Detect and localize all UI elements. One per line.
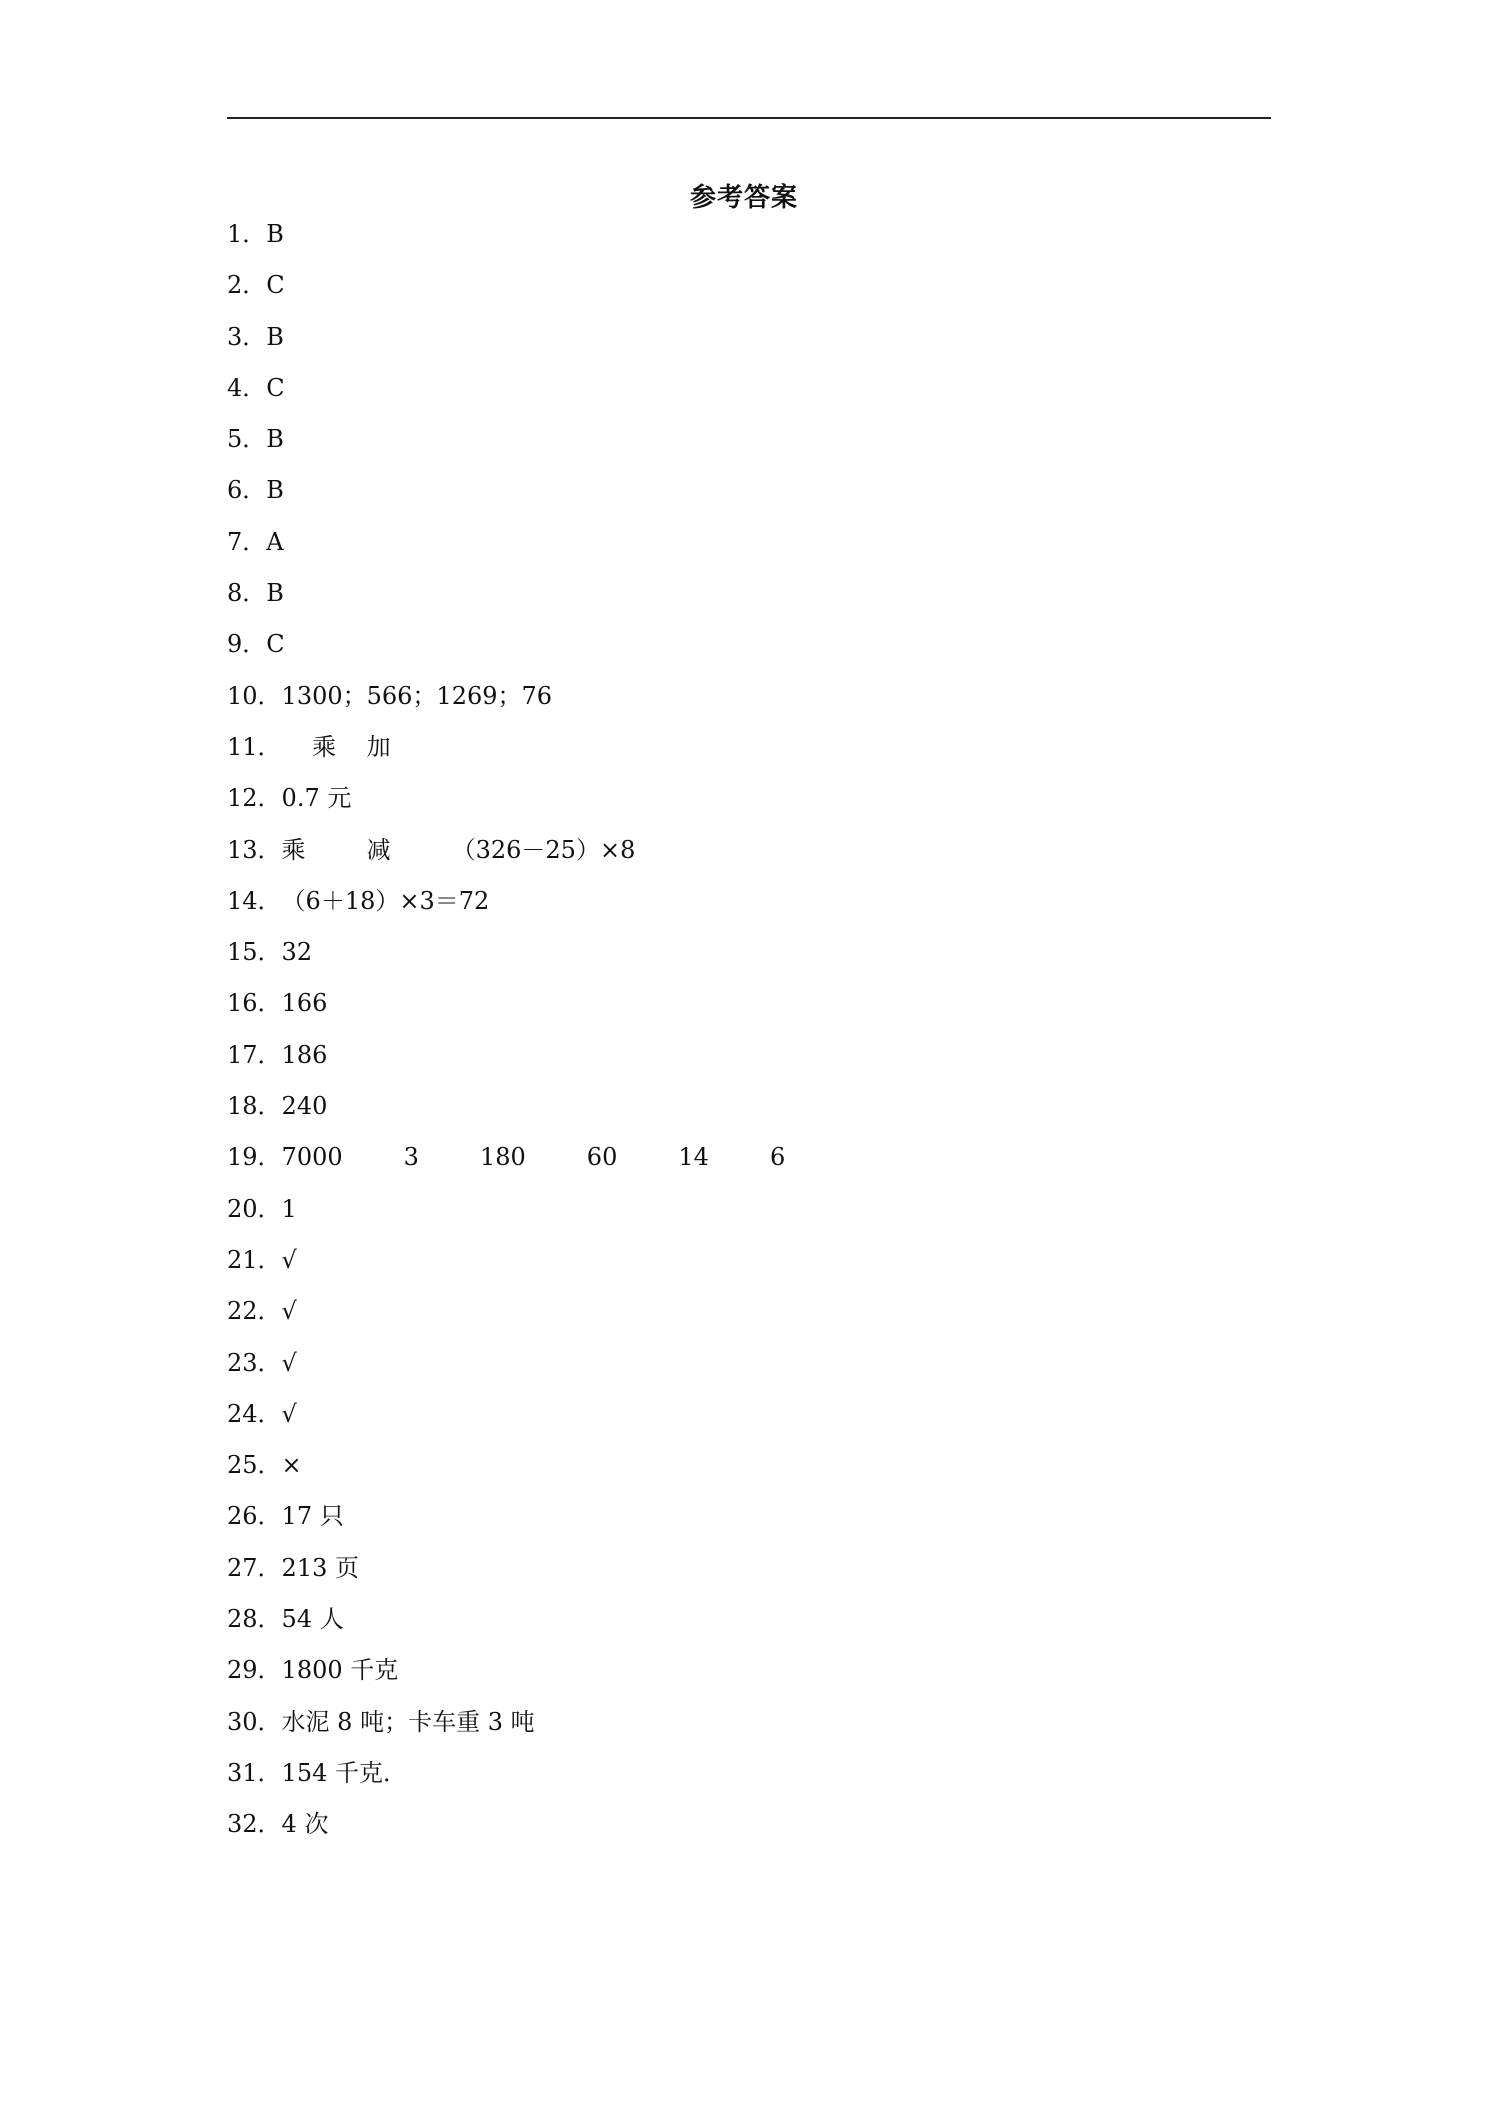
answer-list [227, 216, 785, 1858]
answer-item [227, 883, 785, 934]
answer-number: 1． [227, 220, 267, 248]
answer-text: 乘 减 （326－25）×8 [281, 835, 636, 864]
answer-text: C [266, 630, 285, 659]
answer-number: 21． [227, 1245, 282, 1274]
answer-text: C [266, 271, 285, 300]
answer-item [227, 1037, 785, 1088]
answer-text: B [266, 476, 284, 505]
answer-number: 19． [227, 1143, 282, 1172]
answer-item [227, 421, 785, 472]
answer-text: 240 [281, 1092, 328, 1121]
answer-text: 0.7 元 [281, 784, 352, 813]
answer-item [227, 1755, 785, 1806]
answer-item [227, 934, 785, 985]
answer-item [227, 472, 785, 523]
answer-text: B [266, 220, 284, 248]
answer-text: 154 千克． [281, 1758, 407, 1787]
answer-text: 4 次 [281, 1810, 329, 1839]
answer-number: 31． [227, 1758, 282, 1787]
answer-item [227, 319, 785, 370]
answer-item [227, 1293, 785, 1344]
answer-item [227, 575, 785, 626]
answer-number: 2． [227, 271, 267, 300]
answer-text: C [266, 373, 285, 402]
answer-number: 16． [227, 989, 282, 1018]
answer-text: 166 [281, 989, 328, 1018]
answer-item [227, 1191, 785, 1242]
answer-item [227, 1652, 785, 1703]
answer-item [227, 1498, 785, 1549]
answer-item [227, 626, 785, 677]
answer-item [227, 729, 785, 780]
answer-item [227, 370, 785, 421]
answer-text: （6＋18）×3＝72 [281, 886, 490, 915]
answer-number: 7． [227, 527, 267, 556]
answer-item [227, 1396, 785, 1447]
answer-item [227, 1088, 785, 1139]
answer-number: 15． [227, 938, 282, 967]
answer-text: B [266, 322, 284, 351]
answer-text: 1800 千克 [281, 1656, 399, 1685]
answer-text: √ [281, 1348, 297, 1377]
answer-number: 24． [227, 1399, 282, 1428]
answer-text: B [266, 579, 284, 608]
answer-number: 20． [227, 1194, 282, 1223]
answer-item [227, 985, 785, 1036]
answer-text: 1 [281, 1194, 297, 1223]
answer-text: 32 [281, 938, 313, 967]
answer-number: 30． [227, 1707, 282, 1736]
answer-text: √ [281, 1297, 297, 1326]
answer-text: B [266, 425, 284, 454]
answer-number: 26． [227, 1502, 282, 1531]
answer-item [227, 832, 785, 883]
answer-text: √ [281, 1245, 297, 1274]
answer-item [227, 1447, 785, 1498]
answer-number: 4． [227, 373, 267, 402]
answer-number: 11． [227, 732, 282, 761]
answer-number: 27． [227, 1553, 282, 1582]
answer-text: 186 [281, 1040, 328, 1069]
answer-item [227, 1139, 785, 1190]
answer-text: 213 页 [281, 1553, 359, 1582]
answer-number: 22． [227, 1297, 282, 1326]
answer-text: 1300；566；1269；76 [281, 681, 553, 710]
answer-item [227, 1242, 785, 1293]
answer-number: 13． [227, 835, 282, 864]
answer-text: 17 只 [281, 1502, 344, 1531]
answer-item [227, 216, 785, 267]
answer-number: 5． [227, 425, 267, 454]
answer-text: 54 人 [281, 1605, 344, 1634]
answer-number: 8． [227, 579, 267, 608]
answer-number: 9． [227, 630, 267, 659]
answer-text: 7000 3 180 60 14 6 [281, 1143, 786, 1172]
page-title: 参考答案 [689, 183, 798, 213]
header-rule [227, 117, 1271, 119]
answer-item [227, 678, 785, 729]
answer-number: 14． [227, 886, 282, 915]
answer-number: 32． [227, 1810, 282, 1839]
answer-item [227, 1704, 785, 1755]
answer-number: 17． [227, 1040, 282, 1069]
answer-number: 18． [227, 1092, 282, 1121]
answer-number: 29． [227, 1656, 282, 1685]
answer-item [227, 1601, 785, 1652]
answer-text: 水泥 8 吨；卡车重 3 吨 [281, 1707, 535, 1736]
answer-text: √ [281, 1399, 297, 1428]
answer-number: 12． [227, 784, 282, 813]
answer-item [227, 1550, 785, 1601]
answer-number: 10． [227, 681, 282, 710]
answer-number: 23． [227, 1348, 282, 1377]
answer-item [227, 524, 785, 575]
answer-item [227, 267, 785, 318]
answer-item [227, 1806, 785, 1857]
answer-number: 3． [227, 322, 267, 351]
answer-number: 6． [227, 476, 267, 505]
answer-text: × [281, 1451, 302, 1480]
answer-number: 28． [227, 1605, 282, 1634]
answer-item [227, 780, 785, 831]
answer-text: A [266, 527, 284, 556]
answer-text: 乘 加 [281, 732, 391, 761]
answer-number: 25． [227, 1451, 282, 1480]
answer-item [227, 1345, 785, 1396]
